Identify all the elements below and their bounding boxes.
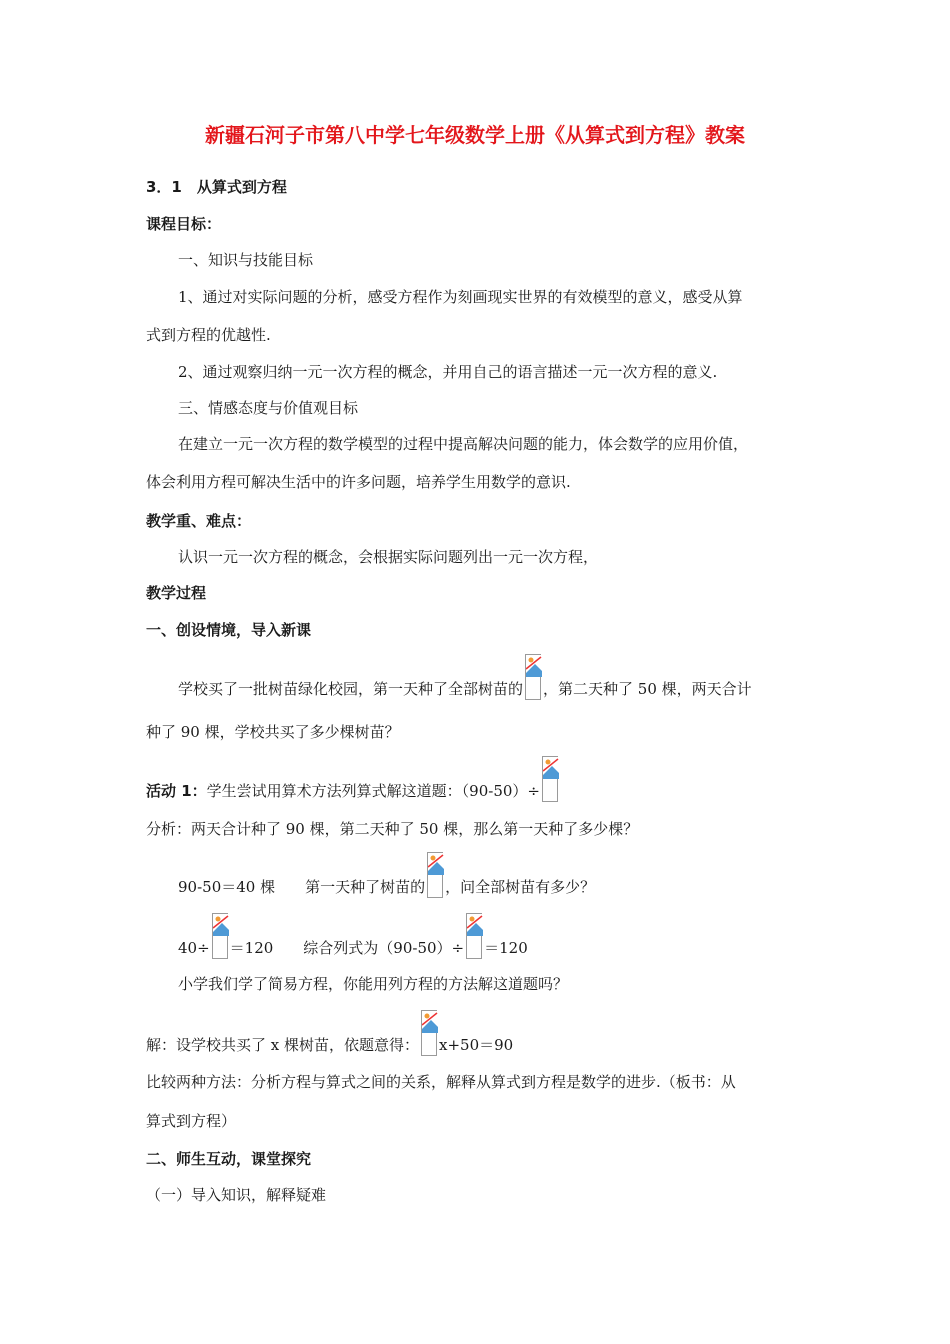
goal3-paragraph-line2: 体会利用方程可解决生活中的许多问题，培养学生用数学的意识. xyxy=(146,473,571,491)
goal1-heading: 一、知识与技能目标 xyxy=(178,251,314,269)
process-heading: 教学过程 xyxy=(146,584,207,602)
compare-line1: 比较两种方法：分析方程与算式之间的关系，解释从算式到方程是数学的进步.（板书：从 xyxy=(146,1073,736,1091)
key-points-heading: 教学重、难点： xyxy=(146,512,252,530)
goal2-paragraph: 2、通过观察归纳一元一次方程的概念，并用自己的语言描述一元一次方程的意义. xyxy=(178,363,718,381)
problem-line1 xyxy=(178,654,752,700)
fraction-image-icon xyxy=(427,852,443,898)
document-title: 新疆石河子市第八中学七年级数学上册《从算式到方程》教案 xyxy=(205,123,745,147)
subsection1-heading: （一）导入知识，解释疑难 xyxy=(146,1186,327,1204)
problem-line2: 种了 90 棵，学校共买了多少棵树苗？ xyxy=(146,723,400,741)
calc2-text-c: ＝120 xyxy=(484,939,528,957)
calc1-text-b: ，问全部树苗有多少？ xyxy=(445,878,596,896)
goal3-heading: 三、情感态度与价值观目标 xyxy=(178,399,359,417)
goal1-paragraph-line1: 1、通过对实际问题的分析，感受方程作为刻画现实世界的有效模型的意义，感受从算 xyxy=(178,288,743,306)
fraction-image-icon xyxy=(525,654,541,700)
calc1-text-a: 90-50＝40 棵 第一天种了树苗的 xyxy=(178,878,426,896)
goal3-paragraph-line1: 在建立一元一次方程的数学模型的过程中提高解决问题的能力，体会数学的应用价值， xyxy=(178,435,749,453)
goal1-paragraph-line2: 式到方程的优越性. xyxy=(146,326,271,344)
calc2-text-b: ＝120 综合列式为（90-50）÷ xyxy=(229,939,465,957)
calc-line1 xyxy=(178,852,595,898)
compare-line2: 算式到方程） xyxy=(146,1112,237,1130)
solution-line xyxy=(146,1010,513,1056)
calc2-text-a: 40÷ xyxy=(178,939,210,957)
fraction-image-icon xyxy=(212,913,228,959)
problem-text-a: 学校买了一批树苗绿化校园，第一天种了全部树苗的 xyxy=(178,680,524,698)
analysis-line: 分析：两天合计种了 90 棵，第二天种了 50 棵，那么第一天种了多少棵？ xyxy=(146,820,639,838)
fraction-image-icon xyxy=(466,913,482,959)
part1-heading: 一、创设情境，导入新课 xyxy=(146,621,312,639)
problem-text-b: ，第二天种了 50 棵，两天合计 xyxy=(543,680,752,698)
fraction-image-icon xyxy=(421,1010,437,1056)
part2-heading: 二、师生互动，课堂探究 xyxy=(146,1150,312,1168)
section-heading: 3．1 从算式到方程 xyxy=(146,178,287,196)
activity-text: 学生尝试用算术方法列算式解这道题：（90-50）÷ xyxy=(206,782,540,800)
activity-label: 活动 1： xyxy=(146,782,207,800)
calc-line2 xyxy=(178,913,528,959)
solution-text-a: 解：设学校共买了 x 棵树苗，依题意得： xyxy=(146,1036,419,1054)
question-line: 小学我们学了简易方程，你能用列方程的方法解这道题吗？ xyxy=(178,975,569,993)
fraction-image-icon xyxy=(542,756,558,802)
goals-heading: 课程目标： xyxy=(146,215,222,233)
solution-text-b: x+50＝90 xyxy=(439,1036,514,1054)
key-points-text: 认识一元一次方程的概念，会根据实际问题列出一元一次方程， xyxy=(178,548,599,566)
activity-line xyxy=(146,756,560,802)
